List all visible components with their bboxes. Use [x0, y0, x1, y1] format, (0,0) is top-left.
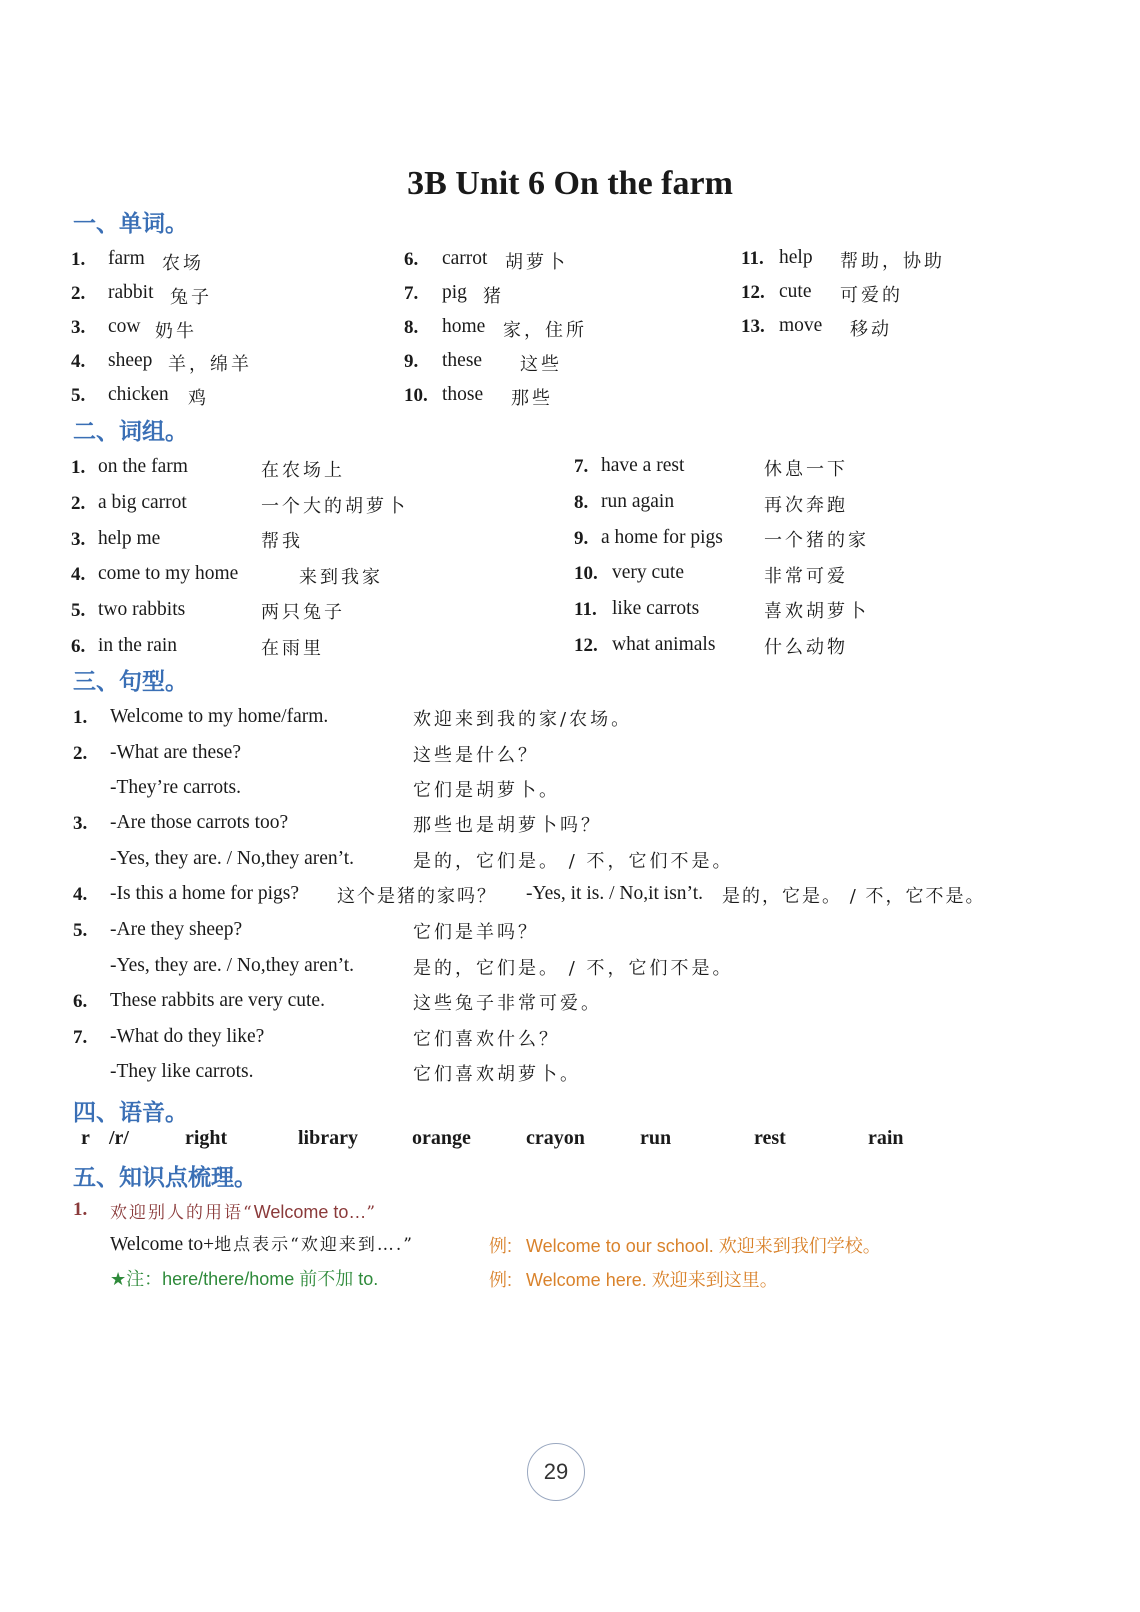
- phrase-english: like carrots: [612, 598, 700, 619]
- phrase-number: 6.: [71, 636, 86, 657]
- word-english: home: [442, 316, 486, 337]
- phrase-english: what animals: [612, 634, 716, 655]
- example-label: 例:: [489, 1236, 513, 1256]
- example-sentence: Welcome here. 欢迎来到这里。: [526, 1270, 778, 1290]
- word-chinese: 可爱的: [840, 285, 903, 306]
- sentence-english: -What are these?: [110, 742, 241, 763]
- word-english: cow: [108, 316, 141, 337]
- phrase-chinese: 在农场上: [261, 460, 345, 481]
- phrase-english: a big carrot: [98, 492, 187, 513]
- sentence-english: These rabbits are very cute.: [110, 990, 325, 1011]
- phrase-number: 8.: [574, 492, 589, 513]
- sentence-number: 6.: [73, 991, 88, 1012]
- word-number: 10.: [404, 385, 428, 406]
- knowledge-heading-en: Welcome to…: [253, 1202, 367, 1222]
- phrase-english: in the rain: [98, 635, 178, 656]
- word-number: 7.: [404, 283, 419, 304]
- word-english: carrot: [442, 248, 488, 269]
- sentence-english: -Is this a home for pigs?: [110, 883, 300, 904]
- word-chinese: 鸡: [188, 388, 209, 409]
- sentence-english: -They like carrots.: [110, 1061, 254, 1082]
- phrase-english: run again: [601, 491, 675, 512]
- sentence-number: 5.: [73, 920, 88, 941]
- phrase-chinese: 在雨里: [261, 638, 324, 659]
- word-chinese: 帮助，协助: [840, 251, 945, 272]
- word-chinese: 农场: [162, 253, 204, 274]
- sentence-chinese: 是的，它们是。 / 不，它们不是。: [413, 851, 734, 872]
- sentence-chinese: 这些是什么？: [413, 745, 539, 766]
- sentence-english: -They’re carrots.: [110, 777, 242, 798]
- phrase-chinese: 什么动物: [764, 637, 848, 658]
- sentence-chinese: 这些兔子非常可爱。: [413, 993, 602, 1014]
- section-heading-phrases: 二、词组。: [73, 419, 188, 445]
- phonics-word: right: [185, 1127, 228, 1149]
- phrase-number: 1.: [71, 457, 86, 478]
- sentence-english: -Yes, it is. / No,it isn’t.: [526, 883, 703, 904]
- word-number: 5.: [71, 385, 86, 406]
- phrase-chinese: 非常可爱: [764, 566, 848, 587]
- phrase-english: have a rest: [601, 455, 685, 476]
- knowledge-heading-end: ”: [366, 1203, 378, 1223]
- phrase-english: very cute: [612, 562, 685, 583]
- word-number: 1.: [71, 249, 86, 270]
- word-chinese: 家，住所: [503, 320, 587, 341]
- knowledge-rule-en: Welcome to+: [110, 1234, 215, 1255]
- phrase-english: come to my home: [98, 563, 239, 584]
- phrase-english: help me: [98, 528, 161, 549]
- section-heading-knowledge: 五、知识点梳理。: [73, 1165, 257, 1191]
- phrase-number: 11.: [574, 599, 597, 620]
- phonics-word: crayon: [526, 1127, 585, 1149]
- word-english: move: [779, 315, 823, 336]
- word-english: farm: [108, 248, 145, 269]
- sentence-number: 7.: [73, 1027, 88, 1048]
- sentence-chinese: 这个是猪的家吗？: [337, 886, 497, 907]
- phonics-word: library: [298, 1127, 358, 1149]
- word-number: 4.: [71, 351, 86, 372]
- word-chinese: 羊，绵羊: [168, 354, 252, 375]
- word-number: 2.: [71, 283, 86, 304]
- sentence-number: 3.: [73, 813, 88, 834]
- sentence-english: -Are they sheep?: [110, 919, 243, 940]
- word-english: pig: [442, 282, 467, 303]
- phrase-number: 3.: [71, 529, 86, 550]
- word-chinese: 这些: [520, 354, 562, 375]
- phrase-number: 7.: [574, 456, 589, 477]
- word-number: 9.: [404, 351, 419, 372]
- word-english: these: [442, 350, 483, 371]
- section-heading-phonics: 四、语音。: [73, 1100, 188, 1126]
- phrase-english: a home for pigs: [601, 527, 723, 548]
- word-english: help: [779, 247, 813, 268]
- knowledge-number: 1.: [73, 1199, 88, 1220]
- word-number: 8.: [404, 317, 419, 338]
- phrase-chinese: 休息一下: [764, 459, 848, 480]
- phrase-number: 10.: [574, 563, 598, 584]
- word-english: those: [442, 384, 484, 405]
- knowledge-rule-cn: 地点表示“欢迎来到….”: [214, 1235, 414, 1255]
- word-chinese: 猪: [483, 286, 504, 307]
- phrase-chinese: 帮我: [261, 531, 303, 552]
- phonics-sound: /r/: [109, 1127, 129, 1149]
- sentence-chinese: 它们是羊吗？: [413, 922, 539, 943]
- word-number: 6.: [404, 249, 419, 270]
- phrase-chinese: 来到我家: [299, 567, 383, 588]
- phrase-chinese: 喜欢胡萝卜: [764, 601, 869, 622]
- phrase-chinese: 一个猪的家: [764, 530, 869, 551]
- phrase-number: 4.: [71, 564, 86, 585]
- phrase-number: 2.: [71, 493, 86, 514]
- section-heading-words: 一、单词。: [73, 211, 188, 237]
- knowledge-heading-cn: 欢迎别人的用语“: [110, 1203, 254, 1223]
- sentence-chinese: 它们是胡萝卜。: [413, 780, 560, 801]
- sentence-chinese: 是的，它是。 / 不，它不是。: [722, 886, 986, 907]
- word-number: 11.: [741, 248, 764, 269]
- phrase-number: 12.: [574, 635, 598, 656]
- page-title: 3B Unit 6 On the farm: [407, 165, 733, 202]
- sentence-chinese: 那些也是胡萝卜吗？: [413, 815, 602, 836]
- word-chinese: 奶牛: [155, 321, 197, 342]
- sentence-chinese: 它们喜欢什么？: [413, 1029, 560, 1050]
- sentence-chinese: 它们喜欢胡萝卜。: [413, 1064, 581, 1085]
- sentence-english: -Yes, they are. / No,they aren’t.: [110, 955, 355, 976]
- example-label: 例:: [489, 1270, 513, 1290]
- page-number: 29: [527, 1443, 585, 1501]
- knowledge-note: ★注：here/there/home 前不加 to.: [110, 1269, 379, 1289]
- sentence-chinese: 欢迎来到我的家/农场。: [413, 709, 633, 730]
- example-sentence: Welcome to our school. 欢迎来到我们学校。: [526, 1236, 881, 1256]
- sentence-number: 4.: [73, 884, 88, 905]
- phonics-word: run: [640, 1127, 672, 1149]
- sentence-number: 1.: [73, 707, 88, 728]
- word-chinese: 兔子: [170, 287, 212, 308]
- sentence-english: Welcome to my home/farm.: [110, 706, 329, 727]
- word-chinese: 移动: [850, 319, 892, 340]
- section-heading-sentences: 三、句型。: [73, 669, 188, 695]
- word-english: sheep: [108, 350, 153, 371]
- word-chinese: 胡萝卜: [505, 252, 568, 273]
- phrase-chinese: 两只兔子: [261, 602, 345, 623]
- sentence-number: 2.: [73, 743, 88, 764]
- word-english: chicken: [108, 384, 169, 405]
- word-english: cute: [779, 281, 812, 302]
- sentence-english: -Are those carrots too?: [110, 812, 289, 833]
- word-english: rabbit: [108, 282, 154, 303]
- phonics-word: rest: [754, 1127, 786, 1149]
- sentence-chinese: 是的，它们是。 / 不，它们不是。: [413, 958, 734, 979]
- phonics-letter: r: [81, 1127, 90, 1149]
- word-chinese: 那些: [511, 388, 553, 409]
- sentence-english: -Yes, they are. / No,they aren’t.: [110, 848, 355, 869]
- phonics-word: orange: [412, 1127, 471, 1149]
- phrase-english: two rabbits: [98, 599, 186, 620]
- word-number: 3.: [71, 317, 86, 338]
- phrase-number: 5.: [71, 600, 86, 621]
- phrase-number: 9.: [574, 528, 589, 549]
- word-number: 13.: [741, 316, 765, 337]
- phrase-chinese: 再次奔跑: [764, 495, 848, 516]
- phrase-chinese: 一个大的胡萝卜: [261, 496, 408, 517]
- phrase-english: on the farm: [98, 456, 188, 477]
- word-number: 12.: [741, 282, 765, 303]
- knowledge-rule: [110, 1230, 414, 1256]
- phonics-word: rain: [868, 1127, 904, 1149]
- sentence-english: -What do they like?: [110, 1026, 265, 1047]
- knowledge-heading: [110, 1198, 377, 1223]
